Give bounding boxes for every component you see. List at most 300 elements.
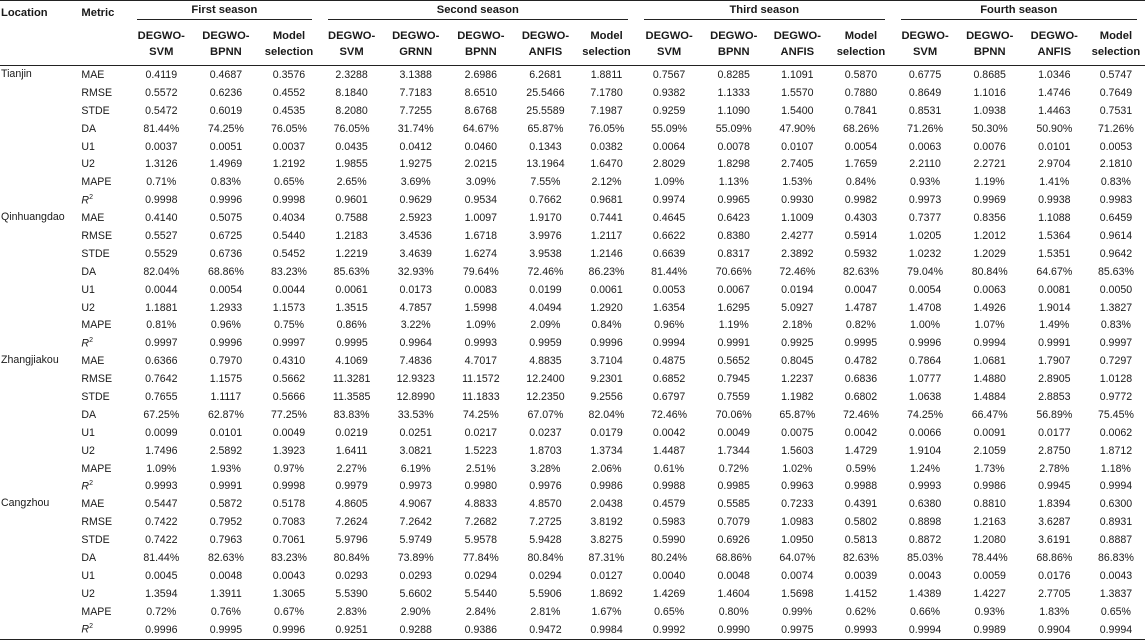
value-cell: 0.0251 [384,424,448,442]
value-cell: 0.4875 [636,352,702,370]
value-cell: 0.0099 [129,424,193,442]
value-cell: 1.19% [702,316,765,334]
value-cell: 0.7970 [193,352,258,370]
value-cell: 0.0078 [702,138,765,156]
value-cell: 0.0043 [258,567,319,585]
value-cell: 8.6768 [448,102,514,120]
value-cell: 0.9983 [1087,191,1145,209]
value-cell: 12.9323 [384,370,448,388]
value-cell: 86.83% [1087,549,1145,567]
value-cell: 0.9991 [1022,334,1087,352]
value-cell: 2.5892 [193,442,258,460]
value-cell: 5.9796 [320,531,384,549]
value-cell: 0.5802 [829,513,892,531]
value-cell: 0.6725 [193,227,258,245]
metric-cell: RMSE [81,513,129,531]
value-cell: 8.1840 [320,84,384,102]
model-header: DEGWO- SVM [129,23,193,66]
value-cell: 1.0681 [958,352,1022,370]
table-row [0,603,1145,621]
value-cell: 64.67% [448,120,514,138]
table-row [0,567,1145,585]
value-cell: 0.4552 [258,84,319,102]
value-cell: 0.9988 [829,477,892,495]
value-cell: 4.8835 [514,352,577,370]
value-cell: 74.25% [193,120,258,138]
value-cell: 1.53% [765,173,829,191]
value-cell: 1.1088 [1022,209,1087,227]
value-cell: 1.5698 [765,585,829,603]
value-cell: 0.67% [258,603,319,621]
value-cell: 0.8685 [958,66,1022,84]
table-header [0,1,1145,66]
value-cell: 73.89% [384,549,448,567]
value-cell: 81.44% [129,549,193,567]
value-cell: 0.7649 [1087,84,1145,102]
value-cell: 0.65% [258,173,319,191]
value-cell: 1.2933 [193,299,258,317]
value-cell: 3.9538 [514,245,577,263]
value-cell: 1.1575 [193,370,258,388]
metric-cell: U2 [81,299,129,317]
value-cell: 0.7559 [702,388,765,406]
value-cell: 70.66% [702,263,765,281]
metric-cell: U1 [81,138,129,156]
value-cell: 0.0039 [829,567,892,585]
value-cell: 2.51% [448,460,514,478]
metric-cell: U2 [81,585,129,603]
value-cell: 0.9994 [1087,477,1145,495]
value-cell: 1.2237 [765,370,829,388]
table-row [0,299,1145,317]
value-cell: 0.0050 [1087,281,1145,299]
value-cell: 2.27% [320,460,384,478]
value-cell: 0.62% [829,603,892,621]
location-cell: Qinhuangdao [0,209,81,352]
metric-cell: DA [81,120,129,138]
value-cell: 1.1333 [702,84,765,102]
value-cell: 0.6300 [1087,495,1145,513]
value-cell: 3.7104 [577,352,636,370]
value-cell: 0.9965 [702,191,765,209]
value-cell: 1.1573 [258,299,319,317]
value-cell: 0.8872 [893,531,958,549]
value-cell: 0.0127 [577,567,636,585]
value-cell: 79.04% [893,263,958,281]
metric-cell: U1 [81,281,129,299]
value-cell: 0.8317 [702,245,765,263]
value-cell: 72.46% [514,263,577,281]
value-cell: 0.65% [1087,603,1145,621]
value-cell: 0.1343 [514,138,577,156]
value-cell: 0.0067 [702,281,765,299]
value-cell: 1.6718 [448,227,514,245]
value-cell: 0.5914 [829,227,892,245]
value-cell: 1.1117 [193,388,258,406]
value-cell: 0.0293 [384,567,448,585]
value-cell: 33.53% [384,406,448,424]
value-cell: 0.9982 [829,191,892,209]
value-cell: 0.7061 [258,531,319,549]
value-cell: 0.0179 [577,424,636,442]
value-cell: 1.9170 [514,209,577,227]
value-cell: 64.07% [765,549,829,567]
value-cell: 0.5747 [1087,66,1145,84]
value-cell: 0.9945 [1022,477,1087,495]
value-cell: 79.64% [448,263,514,281]
value-cell: 0.9993 [448,334,514,352]
value-cell: 1.6274 [448,245,514,263]
value-cell: 0.7567 [636,66,702,84]
model-header: DEGWO- GRNN [384,23,448,66]
value-cell: 0.0061 [320,281,384,299]
value-cell: 0.4535 [258,102,319,120]
value-cell: 0.82% [829,316,892,334]
value-cell: 0.5990 [636,531,702,549]
value-cell: 83.23% [258,549,319,567]
value-cell: 0.7588 [320,209,384,227]
value-cell: 0.0047 [829,281,892,299]
value-cell: 0.0382 [577,138,636,156]
value-cell: 0.0044 [129,281,193,299]
value-cell: 8.6510 [448,84,514,102]
value-cell: 1.8692 [577,585,636,603]
value-cell: 0.9991 [193,477,258,495]
value-cell: 0.6459 [1087,209,1145,227]
value-cell: 7.1987 [577,102,636,120]
value-cell: 0.7422 [129,513,193,531]
value-cell: 31.74% [384,120,448,138]
value-cell: 0.93% [893,173,958,191]
value-cell: 0.7963 [193,531,258,549]
value-cell: 1.2146 [577,245,636,263]
value-cell: 75.45% [1087,406,1145,424]
value-cell: 68.86% [193,263,258,281]
metric-cell: RMSE [81,370,129,388]
value-cell: 77.84% [448,549,514,567]
value-cell: 1.2029 [958,245,1022,263]
value-cell: 0.7662 [514,191,577,209]
value-cell: 0.7880 [829,84,892,102]
table-row [0,227,1145,245]
value-cell: 0.0091 [958,424,1022,442]
value-cell: 0.7655 [129,388,193,406]
value-cell: 1.18% [1087,460,1145,478]
value-cell: 1.1982 [765,388,829,406]
value-cell: 0.0048 [702,567,765,585]
value-cell: 0.9973 [384,477,448,495]
value-cell: 1.4487 [636,442,702,460]
value-cell: 2.81% [514,603,577,621]
value-cell: 0.6236 [193,84,258,102]
value-cell: 0.0054 [893,281,958,299]
value-cell: 2.9704 [1022,155,1087,173]
table-body [0,66,1145,640]
metric-cell: U2 [81,442,129,460]
model-header: DEGWO- BPNN [958,23,1022,66]
value-cell: 0.7079 [702,513,765,531]
value-cell: 1.4604 [702,585,765,603]
value-cell: 0.9973 [893,191,958,209]
value-cell: 0.5813 [829,531,892,549]
value-cell: 0.61% [636,460,702,478]
value-cell: 0.9472 [514,621,577,639]
value-cell: 1.2192 [258,155,319,173]
value-cell: 0.8649 [893,84,958,102]
value-cell: 4.8570 [514,495,577,513]
value-cell: 1.7659 [829,155,892,173]
value-cell: 2.18% [765,316,829,334]
value-cell: 6.2681 [514,66,577,84]
value-cell: 1.3923 [258,442,319,460]
table-row [0,549,1145,567]
value-cell: 6.19% [384,460,448,478]
value-cell: 7.4836 [384,352,448,370]
value-cell: 0.9995 [193,621,258,639]
value-cell: 5.9749 [384,531,448,549]
metric-cell: MAE [81,66,129,84]
value-cell: 0.9984 [577,621,636,639]
value-cell: 0.6736 [193,245,258,263]
value-cell: 1.4463 [1022,102,1087,120]
value-cell: 0.0049 [258,424,319,442]
table-row [0,209,1145,227]
value-cell: 0.6622 [636,227,702,245]
value-cell: 1.6295 [702,299,765,317]
value-cell: 1.07% [958,316,1022,334]
value-cell: 66.47% [958,406,1022,424]
value-cell: 2.78% [1022,460,1087,478]
value-cell: 2.8853 [1022,388,1087,406]
value-cell: 0.5572 [129,84,193,102]
metric-cell: MAE [81,495,129,513]
metric-cell: MAPE [81,316,129,334]
value-cell: 0.5932 [829,245,892,263]
value-cell: 0.8045 [765,352,829,370]
value-cell: 1.7496 [129,442,193,460]
value-cell: 0.8810 [958,495,1022,513]
table-row [0,460,1145,478]
value-cell: 70.06% [702,406,765,424]
value-cell: 3.8275 [577,531,636,549]
value-cell: 2.06% [577,460,636,478]
value-cell: 0.5870 [829,66,892,84]
value-cell: 7.2725 [514,513,577,531]
value-cell: 0.0053 [1087,138,1145,156]
metric-cell: DA [81,263,129,281]
table-row [0,263,1145,281]
table-row [0,138,1145,156]
value-cell: 0.9964 [384,334,448,352]
value-cell: 1.9275 [384,155,448,173]
location-cell: Tianjin [0,66,81,210]
table-row [0,155,1145,173]
value-cell: 0.7864 [893,352,958,370]
value-cell: 1.4269 [636,585,702,603]
value-cell: 0.6836 [829,370,892,388]
value-cell: 2.2110 [893,155,958,173]
value-cell: 0.86% [320,316,384,334]
value-cell: 1.5223 [448,442,514,460]
value-cell: 1.1091 [765,66,829,84]
value-cell: 0.7642 [129,370,193,388]
value-cell: 1.4708 [893,299,958,317]
value-cell: 1.8703 [514,442,577,460]
value-cell: 80.84% [514,549,577,567]
value-cell: 12.2350 [514,388,577,406]
value-cell: 1.41% [1022,173,1087,191]
location-cell: Cangzhou [0,495,81,639]
value-cell: 0.9772 [1087,388,1145,406]
value-cell: 0.0037 [258,138,319,156]
model-header: DEGWO- ANFIS [765,23,829,66]
value-cell: 25.5589 [514,102,577,120]
value-cell: 0.0460 [448,138,514,156]
value-cell: 2.6986 [448,66,514,84]
value-cell: 0.6639 [636,245,702,263]
table-row [0,477,1145,495]
value-cell: 3.6287 [1022,513,1087,531]
value-cell: 2.8905 [1022,370,1087,388]
value-cell: 11.3281 [320,370,384,388]
value-cell: 0.0049 [702,424,765,442]
value-cell: 0.0063 [893,138,958,156]
value-cell: 0.8931 [1087,513,1145,531]
value-cell: 0.0048 [193,567,258,585]
value-cell: 0.9996 [893,334,958,352]
value-cell: 0.6019 [193,102,258,120]
table-row [0,102,1145,120]
value-cell: 4.7017 [448,352,514,370]
metric-cell: MAPE [81,603,129,621]
value-cell: 0.9994 [636,334,702,352]
value-cell: 0.96% [636,316,702,334]
value-cell: 0.83% [193,173,258,191]
value-cell: 64.67% [1022,263,1087,281]
metric-cell: MAE [81,352,129,370]
value-cell: 0.6380 [893,495,958,513]
value-cell: 0.9288 [384,621,448,639]
value-cell: 85.63% [320,263,384,281]
value-cell: 1.1090 [702,102,765,120]
value-cell: 2.0438 [577,495,636,513]
value-cell: 1.13% [702,173,765,191]
table-row [0,388,1145,406]
value-cell: 1.2080 [958,531,1022,549]
value-cell: 0.0107 [765,138,829,156]
value-cell: 1.4152 [829,585,892,603]
value-cell: 0.83% [1087,173,1145,191]
value-cell: 11.3585 [320,388,384,406]
value-cell: 86.23% [577,263,636,281]
value-cell: 0.5662 [258,370,319,388]
value-cell: 0.93% [958,603,1022,621]
model-header: DEGWO- BPNN [702,23,765,66]
value-cell: 0.9995 [829,334,892,352]
value-cell: 2.7705 [1022,585,1087,603]
value-cell: 1.4884 [958,388,1022,406]
value-cell: 1.0232 [893,245,958,263]
value-cell: 87.31% [577,549,636,567]
value-cell: 0.9614 [1087,227,1145,245]
value-cell: 77.25% [258,406,319,424]
value-cell: 1.09% [636,173,702,191]
value-cell: 3.69% [384,173,448,191]
value-cell: 0.97% [258,460,319,478]
value-cell: 0.4782 [829,352,892,370]
value-cell: 0.84% [577,316,636,334]
value-cell: 0.4579 [636,495,702,513]
value-cell: 0.9980 [448,477,514,495]
metric-cell: $R^2$ [81,191,129,209]
value-cell: 1.0128 [1087,370,1145,388]
value-cell: 4.1069 [320,352,384,370]
value-cell: 5.5906 [514,585,577,603]
value-cell: 71.26% [893,120,958,138]
model-header: Model selection [258,23,319,66]
value-cell: 0.9995 [320,334,384,352]
value-cell: 1.5998 [448,299,514,317]
value-cell: 7.7255 [384,102,448,120]
value-cell: 0.0435 [320,138,384,156]
value-cell: 0.9996 [129,621,193,639]
value-cell: 9.2301 [577,370,636,388]
value-cell: 0.0053 [636,281,702,299]
value-cell: 0.6775 [893,66,958,84]
value-cell: 7.7183 [384,84,448,102]
location-header: Location [0,1,81,66]
value-cell: 0.75% [258,316,319,334]
value-cell: 0.9993 [893,477,958,495]
value-cell: 5.9428 [514,531,577,549]
value-cell: 5.5390 [320,585,384,603]
value-cell: 0.0076 [958,138,1022,156]
metric-cell: MAPE [81,173,129,191]
value-cell: 0.81% [129,316,193,334]
table-row [0,120,1145,138]
model-header: DEGWO- SVM [893,23,958,66]
value-cell: 12.2400 [514,370,577,388]
value-cell: 1.8394 [1022,495,1087,513]
metric-cell: STDE [81,245,129,263]
season-header-first: First season [129,1,319,24]
value-cell: 2.12% [577,173,636,191]
value-cell: 0.9994 [893,621,958,639]
value-cell: 7.1780 [577,84,636,102]
value-cell: 2.1810 [1087,155,1145,173]
value-cell: 0.0101 [1022,138,1087,156]
value-cell: 1.3837 [1087,585,1145,603]
value-cell: 0.9998 [258,477,319,495]
value-cell: 0.0042 [636,424,702,442]
value-cell: 2.3288 [320,66,384,84]
metric-cell: STDE [81,102,129,120]
value-cell: 0.0044 [258,281,319,299]
value-cell: 0.0294 [514,567,577,585]
value-cell: 0.5440 [258,227,319,245]
table-row [0,424,1145,442]
value-cell: 50.90% [1022,120,1087,138]
value-cell: 72.46% [829,406,892,424]
table-row [0,370,1145,388]
model-header: DEGWO- ANFIS [1022,23,1087,66]
value-cell: 0.0294 [448,567,514,585]
value-cell: 1.67% [577,603,636,621]
value-cell: 11.1833 [448,388,514,406]
value-cell: 5.5440 [448,585,514,603]
model-header: DEGWO- BPNN [448,23,514,66]
value-cell: 1.2219 [320,245,384,263]
